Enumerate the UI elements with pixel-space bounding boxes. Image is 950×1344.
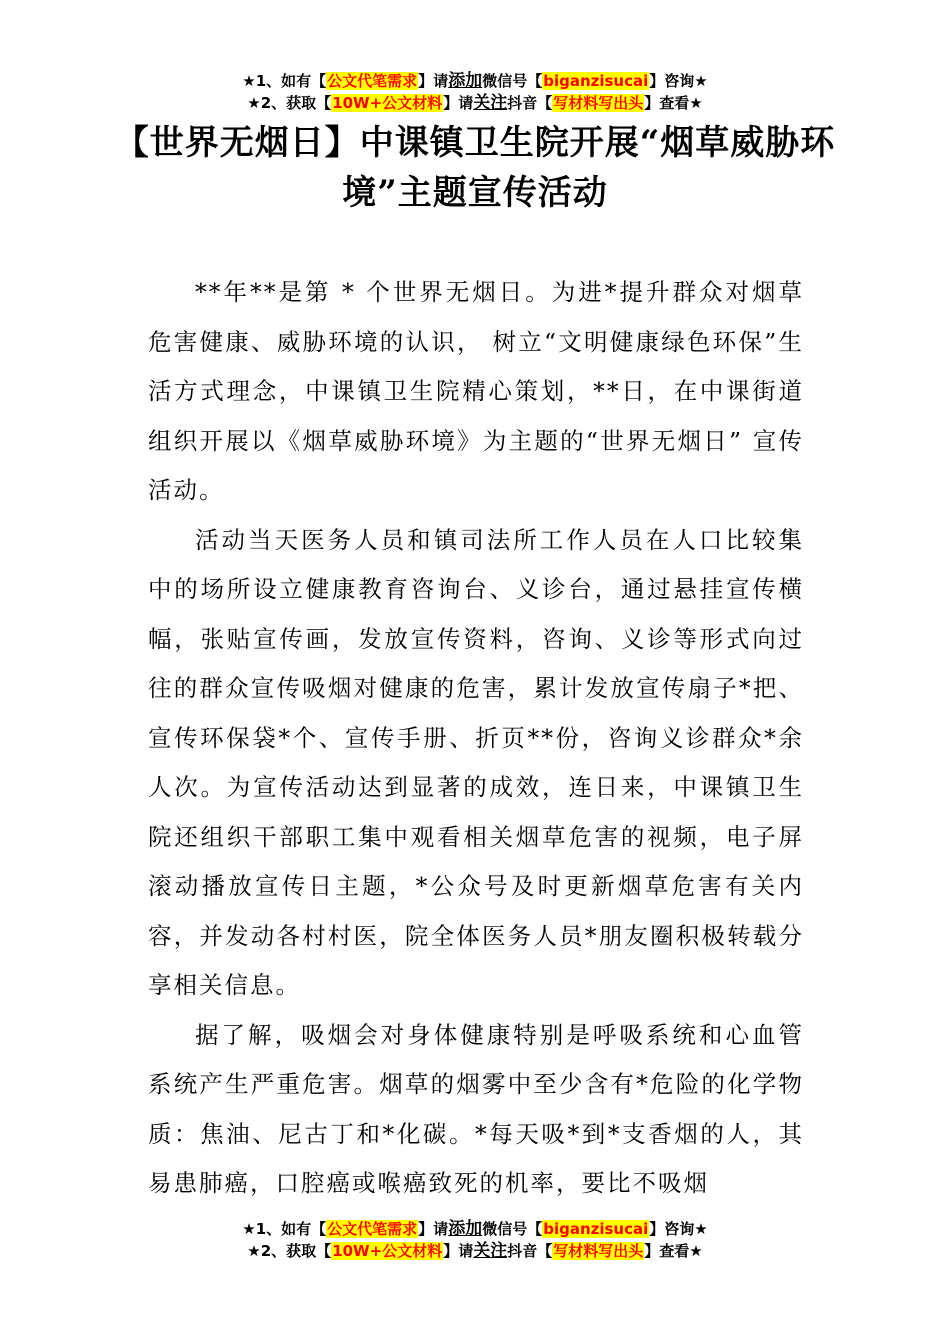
promo-line-1-suffix: 】咨询★ <box>649 72 708 90</box>
promo-line-2-prefix: ★2、获取【 <box>247 94 332 112</box>
promo-highlight-service: 公文代笔需求 <box>327 1220 418 1238</box>
promo-line-2-mid2: 抖音【 <box>507 94 553 112</box>
promo-line-1-mid2: 微信号【 <box>482 1220 543 1238</box>
promo-line-1 <box>0 70 950 92</box>
promo-line-2 <box>0 1240 950 1262</box>
article-body <box>148 268 804 1209</box>
promo-line-1-mid2: 微信号【 <box>482 72 543 90</box>
promo-add-text: 添加 <box>448 71 483 91</box>
promo-douyin-id: 写材料写出头 <box>553 94 644 112</box>
promo-line-2-mid: 】请 <box>443 1242 474 1260</box>
promo-follow-text: 关注 <box>473 1241 508 1261</box>
promo-highlight-materials: 10W+公文材料 <box>332 1242 443 1260</box>
promo-line-2-prefix: ★2、获取【 <box>247 1242 332 1260</box>
paragraph: **年**是第 * 个世界无烟日。为进*提升群众对烟草危害健康、威胁环境的认识， 树立“文明健康绿色环保”生活方式理念，中课镇卫生院精心策划，**日，在中课街道组织开展以《烟草威胁环境》为主题的“世界无烟日” 宣传活动。 <box>148 278 804 504</box>
promo-line-1-suffix: 】咨询★ <box>649 1220 708 1238</box>
promo-douyin-id: 写材料写出头 <box>553 1242 644 1260</box>
promo-line-1 <box>0 1218 950 1240</box>
promo-banner-top <box>0 70 950 114</box>
promo-line-1-prefix: ★1、如有【 <box>242 72 327 90</box>
article-title: 【世界无烟日】中课镇卫生院开展“烟草威胁环境”主题宣传活动 <box>114 123 836 213</box>
promo-line-2 <box>0 92 950 114</box>
promo-wechat-id: biganzisucai <box>543 72 649 90</box>
promo-line-2-suffix: 】查看★ <box>644 94 703 112</box>
promo-follow-text: 关注 <box>473 93 508 113</box>
promo-line-1-prefix: ★1、如有【 <box>242 1220 327 1238</box>
paragraph: 活动当天医务人员和镇司法所工作人员在人口比较集中的场所设立健康教育咨询台、义诊台，通过悬挂宣传横幅，张贴宣传画，发放宣传资料，咨询、义诊等形式向过往的群众宣传吸烟对健康的危害，累计发放宣传扇子*把、宣传环保袋*个、宣传手册、折页**份，咨询义诊群众*余人次。为宣传活动达到显著的成效，连日来，中课镇卫生院还组织干部职工集中观看相关烟草危害的视频，电子屏滚动播放宣传日主题，*公众号及时更新烟草危害有关内容，并发动各村村医，院全体医务人员*朋友圈积极转载分享相关信息。 <box>148 525 804 999</box>
promo-highlight-materials: 10W+公文材料 <box>332 94 443 112</box>
promo-banner-bottom <box>0 1218 950 1262</box>
promo-highlight-service: 公文代笔需求 <box>327 72 418 90</box>
promo-line-2-mid2: 抖音【 <box>507 1242 553 1260</box>
promo-line-1-mid: 】请 <box>418 72 449 90</box>
paragraph: 据了解，吸烟会对身体健康特别是呼吸系统和心血管系统产生严重危害。烟草的烟雾中至少含有*危险的化学物质：焦油、尼古丁和*化碳。*每天吸*到*支香烟的人，其易患肺癌，口腔癌或喉癌致死的机率，要比不吸烟 <box>148 1020 804 1197</box>
promo-line-2-suffix: 】查看★ <box>644 1242 703 1260</box>
promo-add-text: 添加 <box>448 1219 483 1239</box>
promo-line-2-mid: 】请 <box>443 94 474 112</box>
promo-wechat-id: biganzisucai <box>543 1220 649 1238</box>
promo-line-1-mid: 】请 <box>418 1220 449 1238</box>
